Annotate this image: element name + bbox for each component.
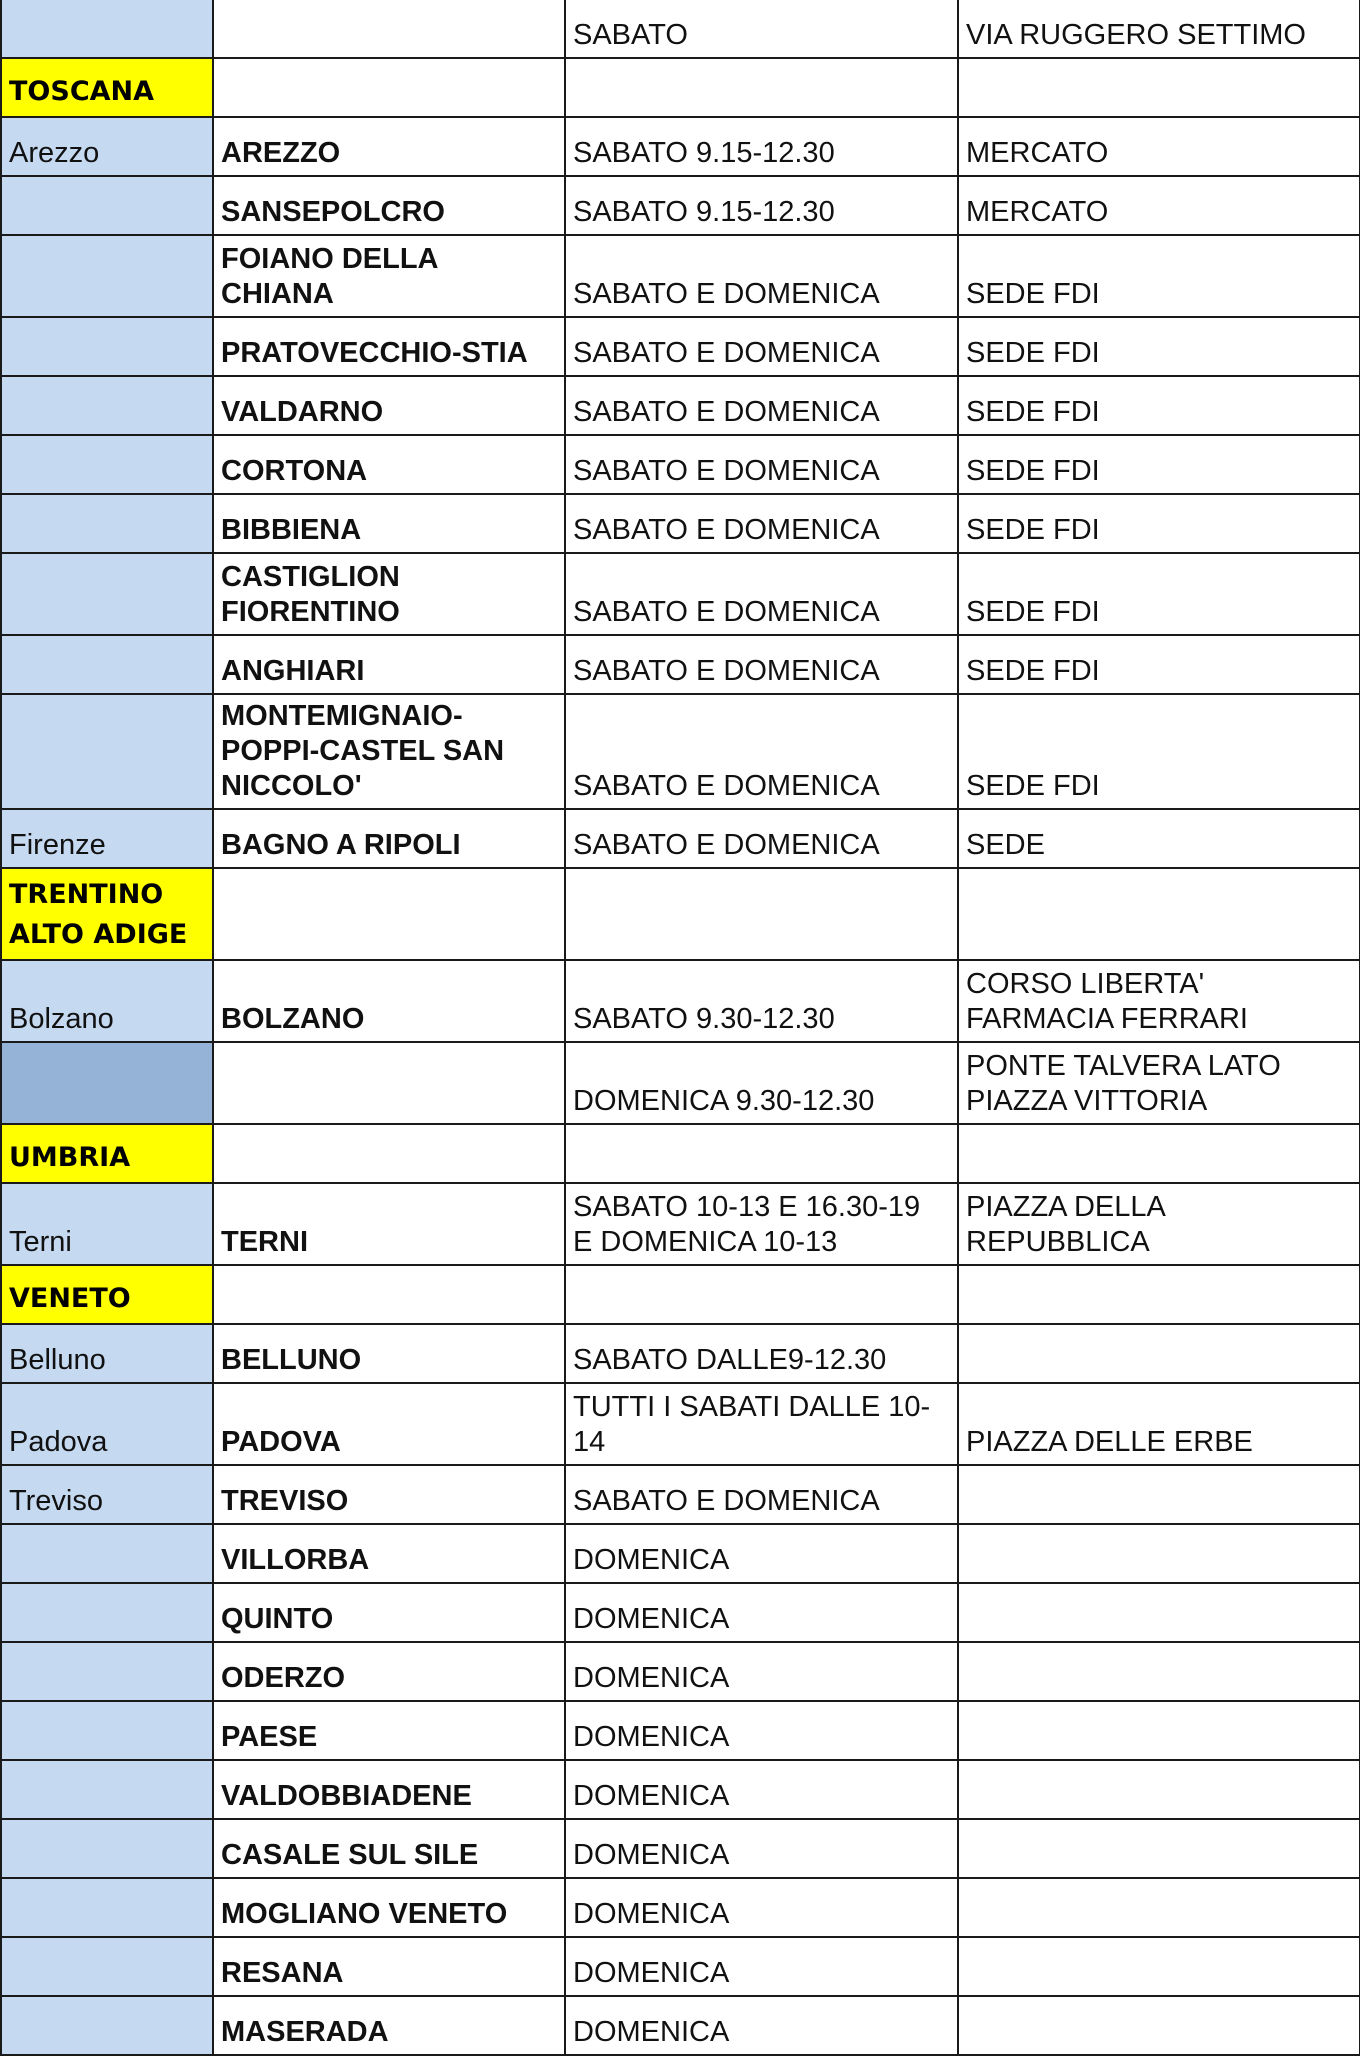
city-cell: BELLUNO [213, 1324, 565, 1383]
place-cell [958, 1760, 1360, 1819]
province-cell [1, 1819, 213, 1878]
province-cell [1, 1583, 213, 1642]
empty-cell [565, 868, 958, 960]
province-cell: Arezzo [1, 117, 213, 176]
region-row [1, 1265, 1360, 1324]
days-cell: SABATO 9.15-12.30 [565, 117, 958, 176]
city-cell: QUINTO [213, 1583, 565, 1642]
table-row [1, 1701, 1360, 1760]
province-cell [1, 635, 213, 694]
place-cell [958, 1819, 1360, 1878]
place-cell [958, 1937, 1360, 1996]
table-row [1, 809, 1360, 868]
table-row [1, 1383, 1360, 1465]
empty-cell [213, 1265, 565, 1324]
table-row [1, 1524, 1360, 1583]
table-row [1, 317, 1360, 376]
days-cell: SABATO 9.30-12.30 [565, 960, 958, 1042]
days-cell: SABATO E DOMENICA [565, 235, 958, 317]
empty-cell [213, 868, 565, 960]
table-row [1, 1583, 1360, 1642]
empty-cell [213, 58, 565, 117]
province-cell [1, 1042, 213, 1124]
city-cell: PAESE [213, 1701, 565, 1760]
table-row [1, 494, 1360, 553]
city-cell: FOIANO DELLA CHIANA [213, 235, 565, 317]
city-cell: CORTONA [213, 435, 565, 494]
days-cell: SABATO 9.15-12.30 [565, 176, 958, 235]
days-cell: SABATO [565, 0, 958, 58]
place-cell: SEDE FDI [958, 376, 1360, 435]
city-cell: ANGHIARI [213, 635, 565, 694]
city-cell: BAGNO A RIPOLI [213, 809, 565, 868]
days-cell: SABATO 10-13 E 16.30-19 E DOMENICA 10-13 [565, 1183, 958, 1265]
days-cell: DOMENICA [565, 1583, 958, 1642]
table-row [1, 1324, 1360, 1383]
province-cell [1, 1701, 213, 1760]
region-row [1, 1124, 1360, 1183]
empty-cell [565, 1265, 958, 1324]
city-cell: SANSEPOLCRO [213, 176, 565, 235]
city-cell: PRATOVECCHIO-STIA [213, 317, 565, 376]
province-cell [1, 1642, 213, 1701]
days-cell: SABATO E DOMENICA [565, 635, 958, 694]
empty-cell [958, 58, 1360, 117]
table-row [1, 435, 1360, 494]
days-cell: DOMENICA [565, 1760, 958, 1819]
province-cell: Terni [1, 1183, 213, 1265]
province-cell [1, 1996, 213, 2055]
days-cell: TUTTI I SABATI DALLE 10- 14 [565, 1383, 958, 1465]
schedule-table-body [1, 0, 1360, 2055]
city-cell: BOLZANO [213, 960, 565, 1042]
days-cell: DOMENICA [565, 1642, 958, 1701]
table-row [1, 1819, 1360, 1878]
place-cell [958, 1465, 1360, 1524]
region-cell: VENETO [1, 1265, 213, 1324]
place-cell: MERCATO [958, 176, 1360, 235]
province-cell [1, 1937, 213, 1996]
province-cell [1, 694, 213, 809]
place-cell: PIAZZA DELLE ERBE [958, 1383, 1360, 1465]
empty-cell [958, 868, 1360, 960]
city-cell: MASERADA [213, 1996, 565, 2055]
region-cell: UMBRIA [1, 1124, 213, 1183]
place-cell [958, 1701, 1360, 1760]
place-cell: SEDE FDI [958, 694, 1360, 809]
table-row [1, 1996, 1360, 2055]
place-cell: SEDE FDI [958, 235, 1360, 317]
table-row [1, 1760, 1360, 1819]
province-cell: Belluno [1, 1324, 213, 1383]
region-cell: TRENTINO ALTO ADIGE [1, 868, 213, 960]
days-cell: SABATO E DOMENICA [565, 694, 958, 809]
city-cell: PADOVA [213, 1383, 565, 1465]
days-cell: DOMENICA [565, 1937, 958, 1996]
place-cell [958, 1524, 1360, 1583]
place-cell: CORSO LIBERTA' FARMACIA FERRARI [958, 960, 1360, 1042]
days-cell: SABATO E DOMENICA [565, 435, 958, 494]
place-cell: SEDE FDI [958, 317, 1360, 376]
city-cell: CASALE SUL SILE [213, 1819, 565, 1878]
city-cell: VILLORBA [213, 1524, 565, 1583]
city-cell: RESANA [213, 1937, 565, 1996]
province-cell: Bolzano [1, 960, 213, 1042]
province-cell [1, 435, 213, 494]
table-row [1, 376, 1360, 435]
place-cell: SEDE FDI [958, 435, 1360, 494]
table-row [1, 1642, 1360, 1701]
table-row [1, 635, 1360, 694]
table-row [1, 1042, 1360, 1124]
province-cell [1, 494, 213, 553]
city-cell: CASTIGLION FIORENTINO [213, 553, 565, 635]
province-cell [1, 176, 213, 235]
empty-cell [213, 1124, 565, 1183]
days-cell: DOMENICA [565, 1524, 958, 1583]
place-cell: PIAZZA DELLA REPUBBLICA [958, 1183, 1360, 1265]
days-cell: SABATO E DOMENICA [565, 809, 958, 868]
province-cell [1, 1878, 213, 1937]
province-cell [1, 376, 213, 435]
table-row [1, 117, 1360, 176]
place-cell [958, 1878, 1360, 1937]
days-cell: DOMENICA [565, 1701, 958, 1760]
province-cell [1, 317, 213, 376]
province-cell [1, 1524, 213, 1583]
table-row [1, 0, 1360, 58]
city-cell: VALDOBBIADENE [213, 1760, 565, 1819]
days-cell: DOMENICA [565, 1996, 958, 2055]
table-row [1, 176, 1360, 235]
province-cell [1, 235, 213, 317]
place-cell [958, 1642, 1360, 1701]
city-cell: AREZZO [213, 117, 565, 176]
province-cell [1, 1760, 213, 1819]
days-cell: SABATO E DOMENICA [565, 494, 958, 553]
empty-cell [958, 1265, 1360, 1324]
days-cell: SABATO E DOMENICA [565, 376, 958, 435]
region-row [1, 868, 1360, 960]
table-row [1, 235, 1360, 317]
place-cell: SEDE [958, 809, 1360, 868]
province-cell: Padova [1, 1383, 213, 1465]
city-cell [213, 0, 565, 58]
city-cell: TREVISO [213, 1465, 565, 1524]
empty-cell [958, 1124, 1360, 1183]
city-cell: MONTEMIGNAIO- POPPI-CASTEL SAN NICCOLO' [213, 694, 565, 809]
place-cell [958, 1583, 1360, 1642]
place-cell: VIA RUGGERO SETTIMO [958, 0, 1360, 58]
city-cell: BIBBIENA [213, 494, 565, 553]
city-cell: ODERZO [213, 1642, 565, 1701]
region-row [1, 58, 1360, 117]
province-cell [1, 553, 213, 635]
table-row [1, 1465, 1360, 1524]
table-row [1, 1183, 1360, 1265]
table-row [1, 960, 1360, 1042]
empty-cell [565, 58, 958, 117]
place-cell [958, 1324, 1360, 1383]
place-cell [958, 1996, 1360, 2055]
place-cell: PONTE TALVERA LATO PIAZZA VITTORIA [958, 1042, 1360, 1124]
days-cell: SABATO E DOMENICA [565, 317, 958, 376]
days-cell: SABATO E DOMENICA [565, 553, 958, 635]
table-row [1, 1937, 1360, 1996]
city-cell [213, 1042, 565, 1124]
place-cell: MERCATO [958, 117, 1360, 176]
province-cell: Firenze [1, 809, 213, 868]
city-cell: TERNI [213, 1183, 565, 1265]
days-cell: SABATO E DOMENICA [565, 1465, 958, 1524]
place-cell: SEDE FDI [958, 553, 1360, 635]
empty-cell [565, 1124, 958, 1183]
table-row [1, 553, 1360, 635]
place-cell: SEDE FDI [958, 494, 1360, 553]
region-cell: TOSCANA [1, 58, 213, 117]
table-row [1, 1878, 1360, 1937]
days-cell: SABATO DALLE9-12.30 [565, 1324, 958, 1383]
province-cell: Treviso [1, 1465, 213, 1524]
days-cell: DOMENICA [565, 1878, 958, 1937]
province-cell [1, 0, 213, 58]
place-cell: SEDE FDI [958, 635, 1360, 694]
city-cell: MOGLIANO VENETO [213, 1878, 565, 1937]
days-cell: DOMENICA 9.30-12.30 [565, 1042, 958, 1124]
city-cell: VALDARNO [213, 376, 565, 435]
table-row [1, 694, 1360, 809]
days-cell: DOMENICA [565, 1819, 958, 1878]
